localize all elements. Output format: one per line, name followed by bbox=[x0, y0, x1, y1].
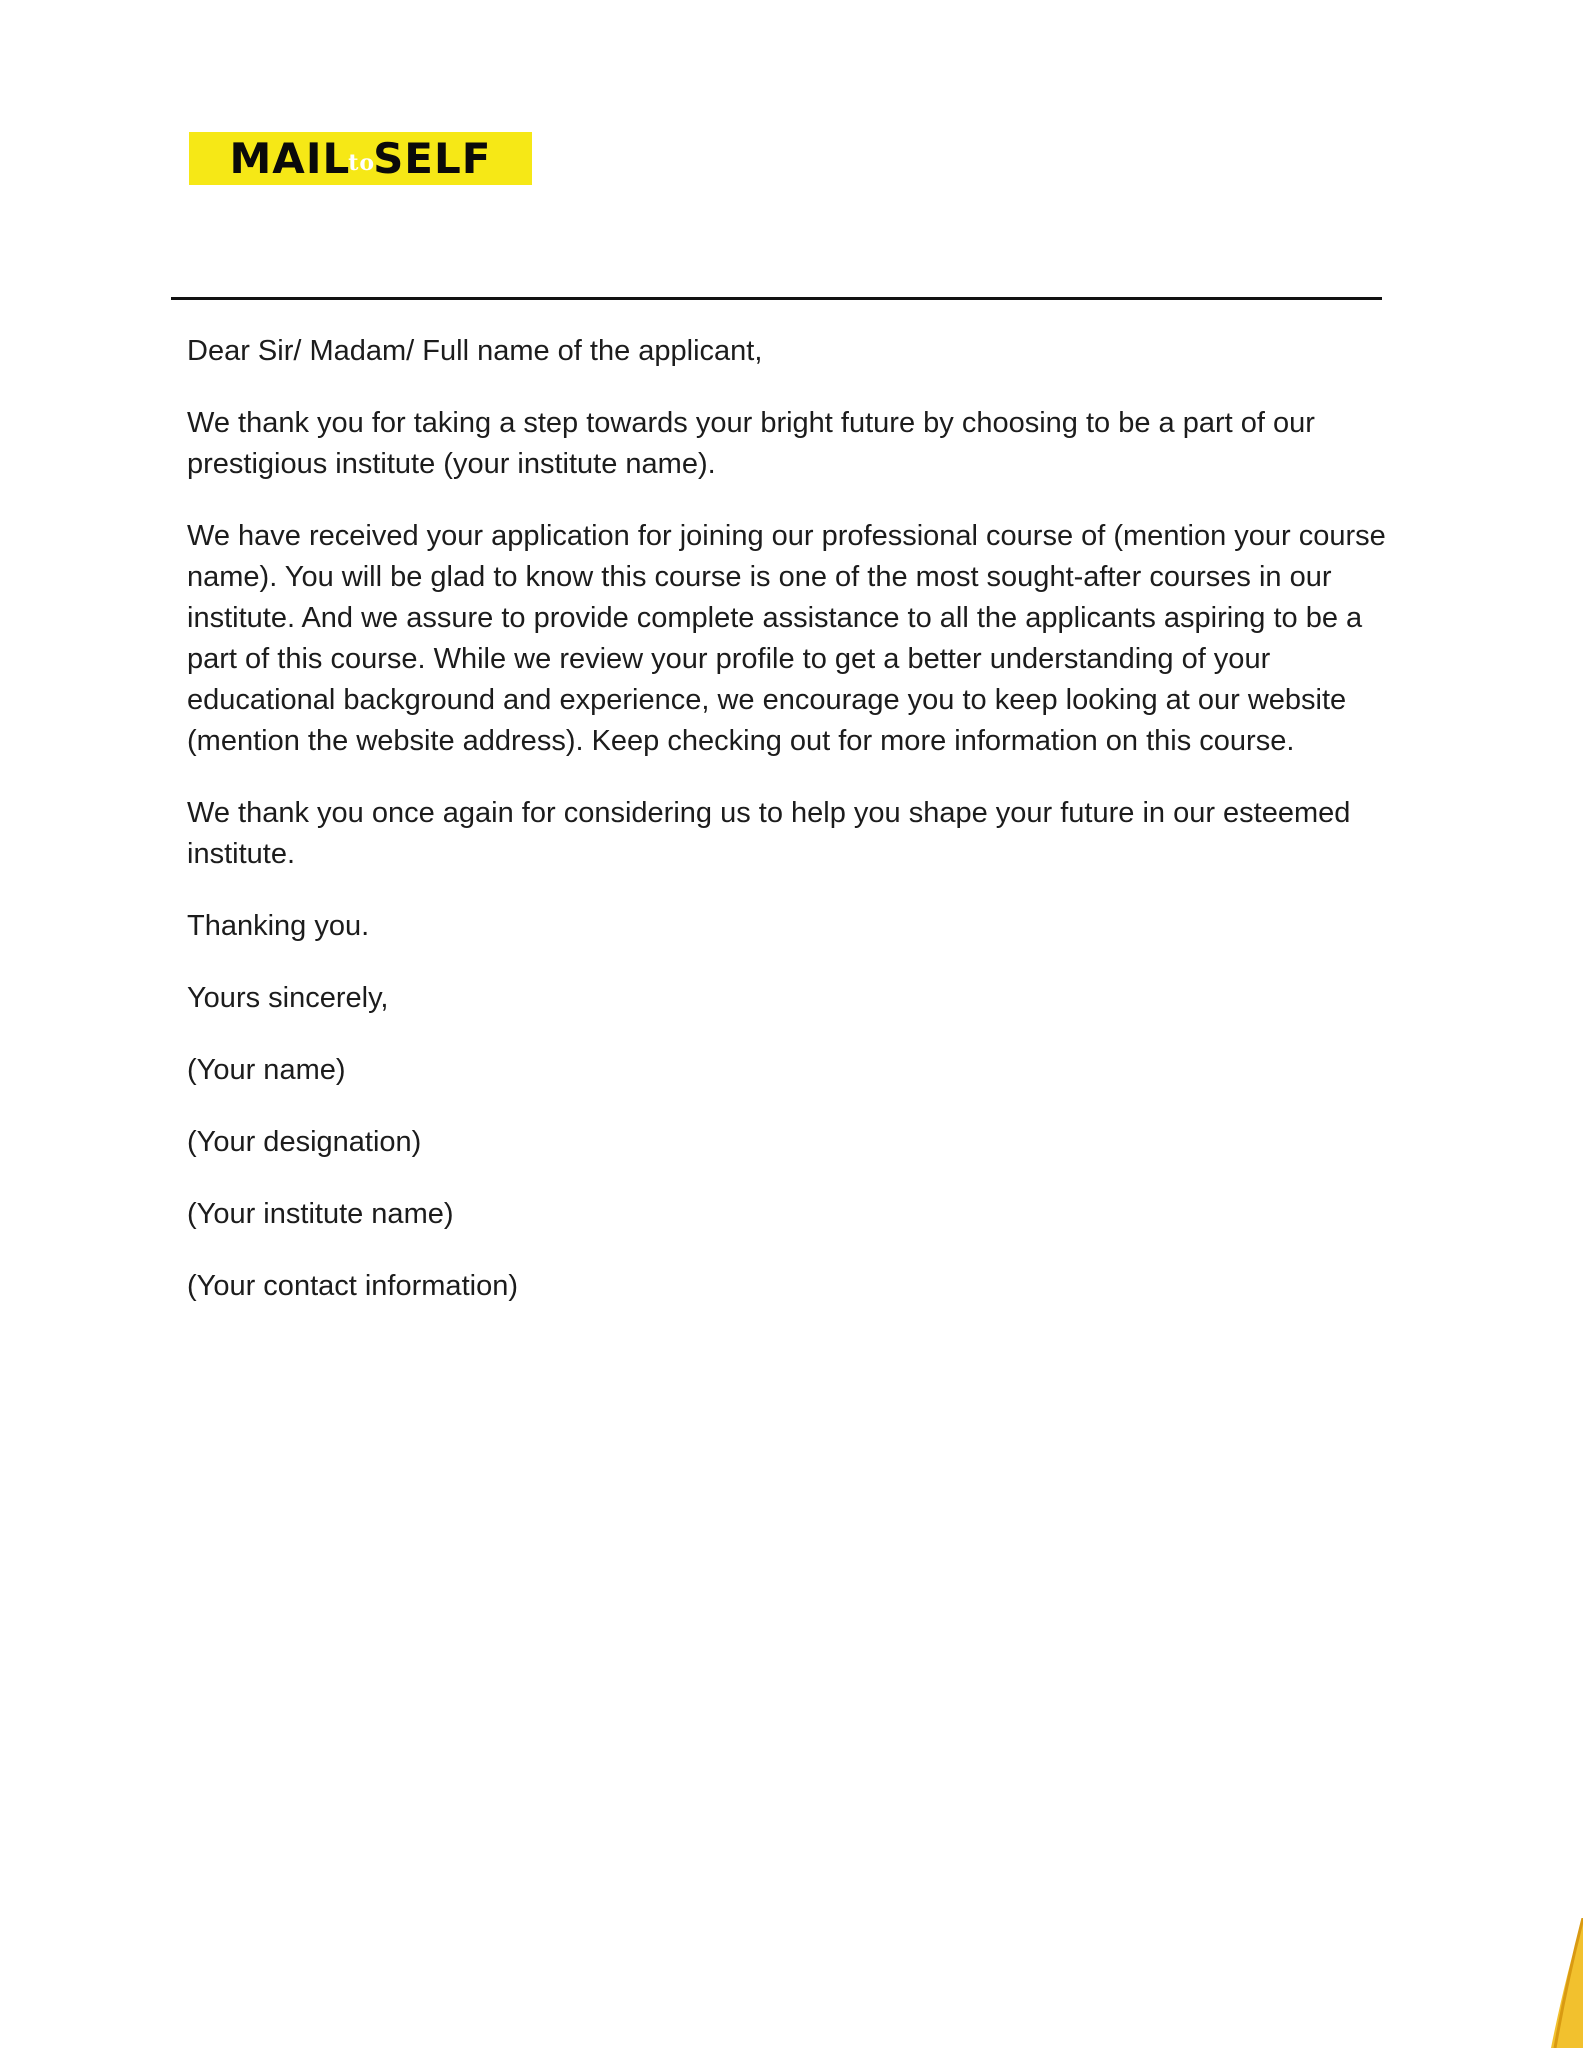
logo-text-mail: MAIL bbox=[229, 133, 351, 183]
paragraph-application: We have received your application for joining our professional course of (mention your course name). You will be glad to know this course is one of the most sought-after courses in our institute. And we assure to provide complete assistance to all the applicants aspiring to be a part of this course. While we review your profile to get a better understanding of your educational background and experience, we encourage you to keep looking at our website (mention the website address). Keep checking out for more information on this course. bbox=[187, 520, 1386, 757]
logo-text-self: SELF bbox=[373, 133, 492, 183]
mail-to-self-logo bbox=[189, 132, 532, 185]
paragraph-closing-thanks: We thank you once again for considering us to help you shape your future in our esteemed institute. bbox=[187, 797, 1351, 870]
signature-contact: (Your contact information) bbox=[187, 1270, 518, 1302]
salutation: Dear Sir/ Madam/ Full name of the applicant, bbox=[187, 335, 763, 367]
signature-institute: (Your institute name) bbox=[187, 1198, 454, 1230]
thanking-line: Thanking you. bbox=[187, 910, 370, 942]
letter-body bbox=[187, 331, 1417, 1338]
paragraph-intro: We thank you for taking a step towards your bright future by choosing to be a part of our prestigious institute (your institute name). bbox=[187, 407, 1315, 480]
logo-text bbox=[229, 133, 492, 183]
closing-line: Yours sincerely, bbox=[187, 982, 389, 1014]
corner-decoration bbox=[1543, 1918, 1583, 2048]
header-divider bbox=[171, 297, 1382, 300]
logo-text-to: to bbox=[348, 149, 376, 176]
signature-designation: (Your designation) bbox=[187, 1126, 422, 1158]
signature-name: (Your name) bbox=[187, 1054, 346, 1086]
